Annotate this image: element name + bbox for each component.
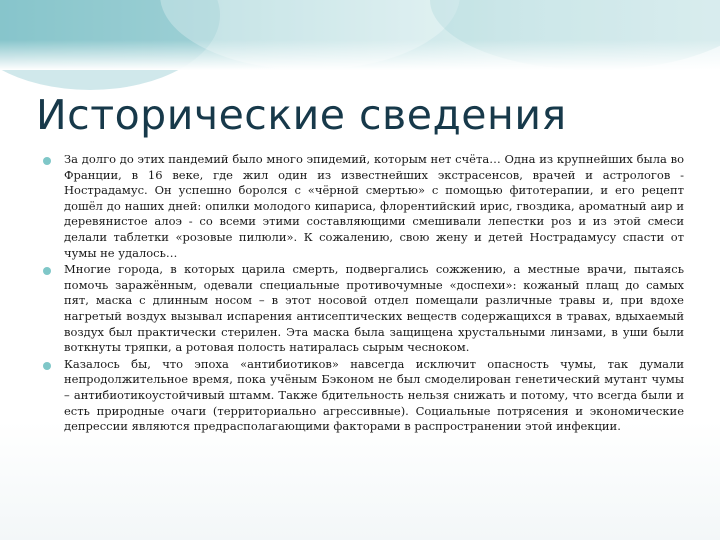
paragraph-text: За долго до этих пандемий было много эпидемий, которым нет счёта… Одна из крупнейших была во Франции, в 16 веке, где жил один из известнейших экстрасенсов, врачей и астрологов - Нострадамус. Он успешно боролся с «чёрной смертью» с помощью фитотерапии, и его рецепт дошёл до наших дней: опилки молодого кипариса, флорентийский ирис, гвоздика, ароматный аир и деревянистое алоэ - со всеми этими составляющими смешивали лепестки роз и из этой смеси делали таблетки «розовые пилюли». К сожалению, свою жену и детей Нострадамусу спасти от чумы не удалось… [64,152,684,260]
slide-title: Исторические сведения [36,91,567,139]
bullet-icon [43,157,51,165]
list-item [40,152,684,261]
bullet-list [40,152,684,436]
list-item [40,357,684,435]
paragraph-text: Многие города, в которых царила смерть, подвергались сожжению, а местные врачи, пытаясь помочь заражённым, одевали специальные противочумные «доспехи»: кожаный плащ до самых пят, маска с длинным носом – в этот носовой отдел помещали различные травы и, при вдохе нагретый воздух вызывал испарения антисептических веществ содержащихся в травах, вдыхаемый воздух был практически стерилен. Эта маска была защищена хрустальными линзами, в уши были воткнуты тряпки, а ротовая полость натиралась сырым чесноком. [64,262,684,355]
paragraph-text: Казалось бы, что эпоха «антибиотиков» навсегда исключит опасность чумы, так думали непродолжительное время, пока учёным Бэконом не был смоделирован генетический мутант чумы – антибиотикоустойчивый штамм. Также бдительность нельзя снижать и потому, что всегда были и есть природные очаги (территориально агрессивные). Социальные потрясения и экономические депрессии являются предрасполагающими факторами в распространении этой инфекции. [64,356,684,434]
bullet-icon [43,267,51,275]
list-item [40,262,684,356]
decor-circle [430,0,720,70]
decor-circle [160,0,460,70]
header-decoration [0,0,720,70]
bullet-icon [43,362,51,370]
